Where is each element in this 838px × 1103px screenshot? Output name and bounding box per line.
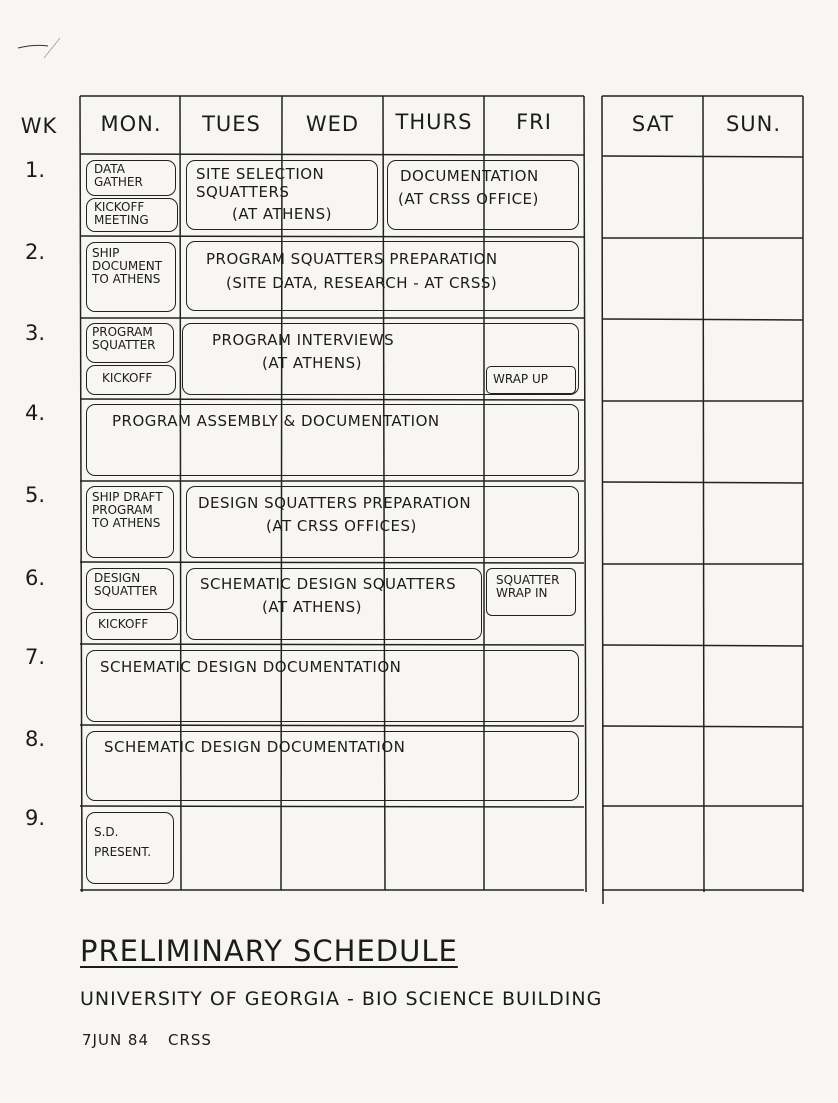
task-schematic-design-squatters-location: (AT ATHENS) — [262, 598, 362, 616]
task-schematic-design-squatters-label: SCHEMATIC DESIGN SQUATTERS — [200, 575, 457, 593]
week-number-5: 5. — [25, 483, 46, 507]
task-kickoff-1-label: KICKOFF — [102, 371, 153, 385]
schedule-date: 7JUN 84 — [82, 1031, 150, 1049]
header-monday: MON. — [100, 112, 162, 136]
task-program-squatter-label: PROGRAM SQUATTER — [92, 325, 156, 352]
week-number-6: 6. — [25, 566, 46, 590]
header-friday: FRI — [516, 110, 552, 134]
task-squatter-wrap-label: SQUATTER WRAP IN — [496, 573, 560, 600]
task-ship-draft-label: SHIP DRAFT PROGRAM TO ATHENS — [92, 490, 163, 530]
header-week: WK — [20, 114, 58, 138]
task-schematic-design-documentation-1-label: SCHEMATIC DESIGN DOCUMENTATION — [100, 658, 402, 676]
task-wrap-up-label: WRAP UP — [493, 372, 548, 386]
task-documentation-location: (AT CRSS OFFICE) — [398, 190, 539, 208]
week-number-2: 2. — [25, 240, 46, 264]
schedule-title: PRELIMINARY SCHEDULE — [80, 934, 458, 968]
week-number-3: 3. — [25, 321, 46, 345]
task-design-squatters-prep-label: DESIGN SQUATTERS PREPARATION — [198, 494, 472, 512]
task-program-squatters-prep-location: (SITE DATA, RESEARCH - AT CRSS) — [226, 274, 498, 292]
task-kickoff-2-label: KICKOFF — [98, 617, 149, 631]
week-number-9: 9. — [25, 806, 46, 830]
week-number-8: 8. — [25, 727, 46, 751]
task-program-squatters-prep-label: PROGRAM SQUATTERS PREPARATION — [206, 250, 498, 268]
week-number-1: 1. — [25, 158, 46, 182]
task-program-interviews-label: PROGRAM INTERVIEWS — [212, 331, 395, 349]
task-data-gather-label: DATA GATHER — [94, 162, 143, 189]
task-schematic-design-documentation-2-label: SCHEMATIC DESIGN DOCUMENTATION — [104, 738, 406, 756]
header-tuesday: TUES — [202, 112, 261, 136]
task-kickoff-meeting-label: KICKOFF MEETING — [94, 200, 149, 227]
task-program-assembly-label: PROGRAM ASSEMBLY & DOCUMENTATION — [112, 412, 440, 430]
header-saturday: SAT — [631, 112, 675, 136]
task-design-squatter-label: DESIGN SQUATTER — [94, 571, 158, 598]
header-sunday: SUN. — [725, 112, 782, 136]
task-site-selection-label: SITE SELECTION SQUATTERS — [196, 165, 325, 201]
task-program-interviews-location: (AT ATHENS) — [262, 354, 362, 372]
header-thursday: THURS — [395, 110, 473, 134]
task-ship-document-label: SHIP DOCUMENT TO ATHENS — [92, 246, 163, 286]
task-site-selection-location: (AT ATHENS) — [232, 205, 332, 223]
header-wednesday: WED — [305, 112, 360, 136]
organization: CRSS — [168, 1031, 212, 1049]
week-number-4: 4. — [25, 401, 46, 425]
task-documentation-label: DOCUMENTATION — [400, 167, 539, 185]
task-design-squatters-prep-location: (AT CRSS OFFICES) — [266, 517, 417, 535]
week-number-7: 7. — [25, 645, 46, 669]
task-sd-presentation-label: S.D. PRESENT. — [94, 825, 152, 859]
project-subtitle: UNIVERSITY OF GEORGIA - BIO SCIENCE BUILDING — [80, 988, 603, 1010]
